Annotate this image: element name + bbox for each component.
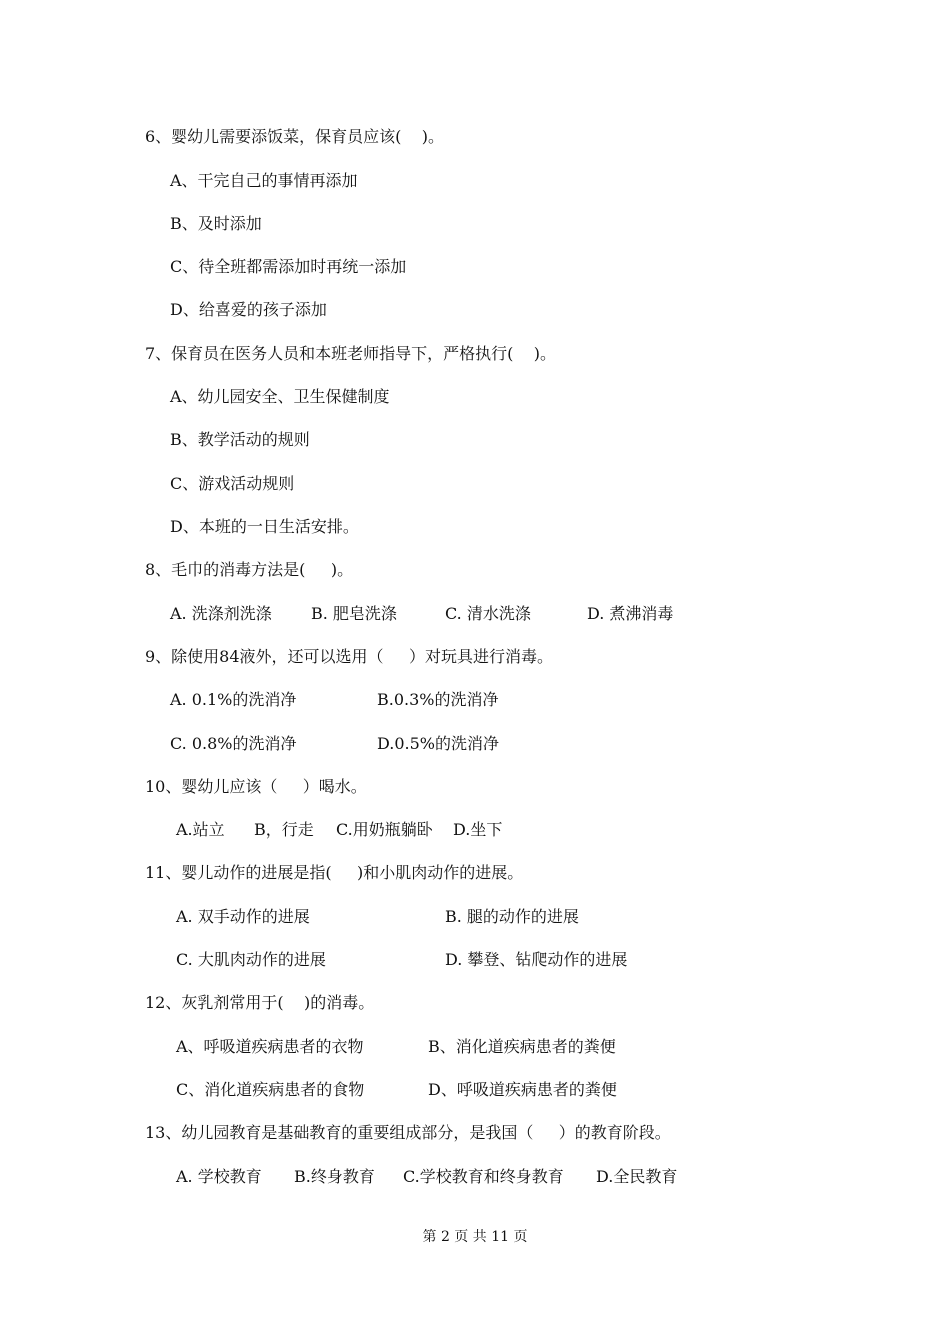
question-6-option-c: C、待全班都需添加时再统一添加 (170, 257, 407, 276)
question-10-option-c: C.用奶瓶躺卧 (336, 820, 433, 839)
question-8-option-c: C. 清水洗涤 (445, 604, 531, 623)
question-6-option-b: B、及时添加 (170, 214, 262, 233)
question-10-option-d: D.坐下 (453, 820, 503, 839)
question-11-option-a: A. 双手动作的进展 (176, 907, 310, 926)
question-9-option-b: B.0.3%的洗消净 (377, 690, 499, 709)
question-9-option-d: D.0.5%的洗消净 (377, 734, 499, 753)
question-9-stem: 9、除使用84液外，还可以选用（ ）对玩具进行消毒。 (145, 647, 553, 666)
question-12-option-d: D、呼吸道疾病患者的粪便 (428, 1080, 617, 1099)
question-12-option-b: B、消化道疾病患者的粪便 (428, 1037, 616, 1056)
question-9-option-a: A. 0.1%的洗消净 (170, 690, 297, 709)
question-11-option-d: D. 攀登、钻爬动作的进展 (445, 950, 628, 969)
question-11-option-b: B. 腿的动作的进展 (445, 907, 579, 926)
question-7-stem: 7、保育员在医务人员和本班老师指导下，严格执行( )。 (145, 344, 557, 363)
question-13-option-d: D.全民教育 (596, 1167, 678, 1186)
question-11-stem: 11、婴儿动作的进展是指( )和小肌肉动作的进展。 (145, 863, 524, 882)
question-6-option-d: D、给喜爱的孩子添加 (170, 300, 327, 319)
page-footer: 第 2 页 共 11 页 (422, 1229, 528, 1245)
question-13-option-b: B.终身教育 (294, 1167, 375, 1186)
question-10-stem: 10、婴幼儿应该（ ）喝水。 (145, 777, 367, 796)
question-13-option-a: A. 学校教育 (176, 1167, 262, 1186)
question-10-option-b: B，行走 (254, 820, 314, 839)
question-8-stem: 8、毛巾的消毒方法是( )。 (145, 560, 354, 579)
question-8-option-d: D. 煮沸消毒 (587, 604, 674, 623)
question-6-option-a: A、干完自己的事情再添加 (170, 171, 358, 190)
question-12-option-c: C、消化道疾病患者的食物 (176, 1080, 365, 1099)
question-10-option-a: A.站立 (176, 820, 225, 839)
question-12-stem: 12、灰乳剂常用于( )的消毒。 (145, 993, 375, 1012)
question-7-option-d: D、本班的一日生活安排。 (170, 517, 359, 536)
question-9-option-c: C. 0.8%的洗消净 (170, 734, 297, 753)
question-13-stem: 13、幼儿园教育是基础教育的重要组成部分，是我国（ ）的教育阶段。 (145, 1123, 671, 1142)
question-6-stem: 6、婴幼儿需要添饭菜，保育员应该( )。 (145, 127, 445, 146)
question-7-option-b: B、教学活动的规则 (170, 430, 310, 449)
question-7-option-a: A、幼儿园安全、卫生保健制度 (170, 387, 390, 406)
question-12-option-a: A、呼吸道疾病患者的衣物 (176, 1037, 364, 1056)
question-11-option-c: C. 大肌肉动作的进展 (176, 950, 326, 969)
question-8-option-a: A. 洗涤剂洗涤 (170, 604, 272, 623)
question-7-option-c: C、游戏活动规则 (170, 474, 295, 493)
question-13-option-c: C.学校教育和终身教育 (403, 1167, 564, 1186)
question-8-option-b: B. 肥皂洗涤 (311, 604, 397, 623)
